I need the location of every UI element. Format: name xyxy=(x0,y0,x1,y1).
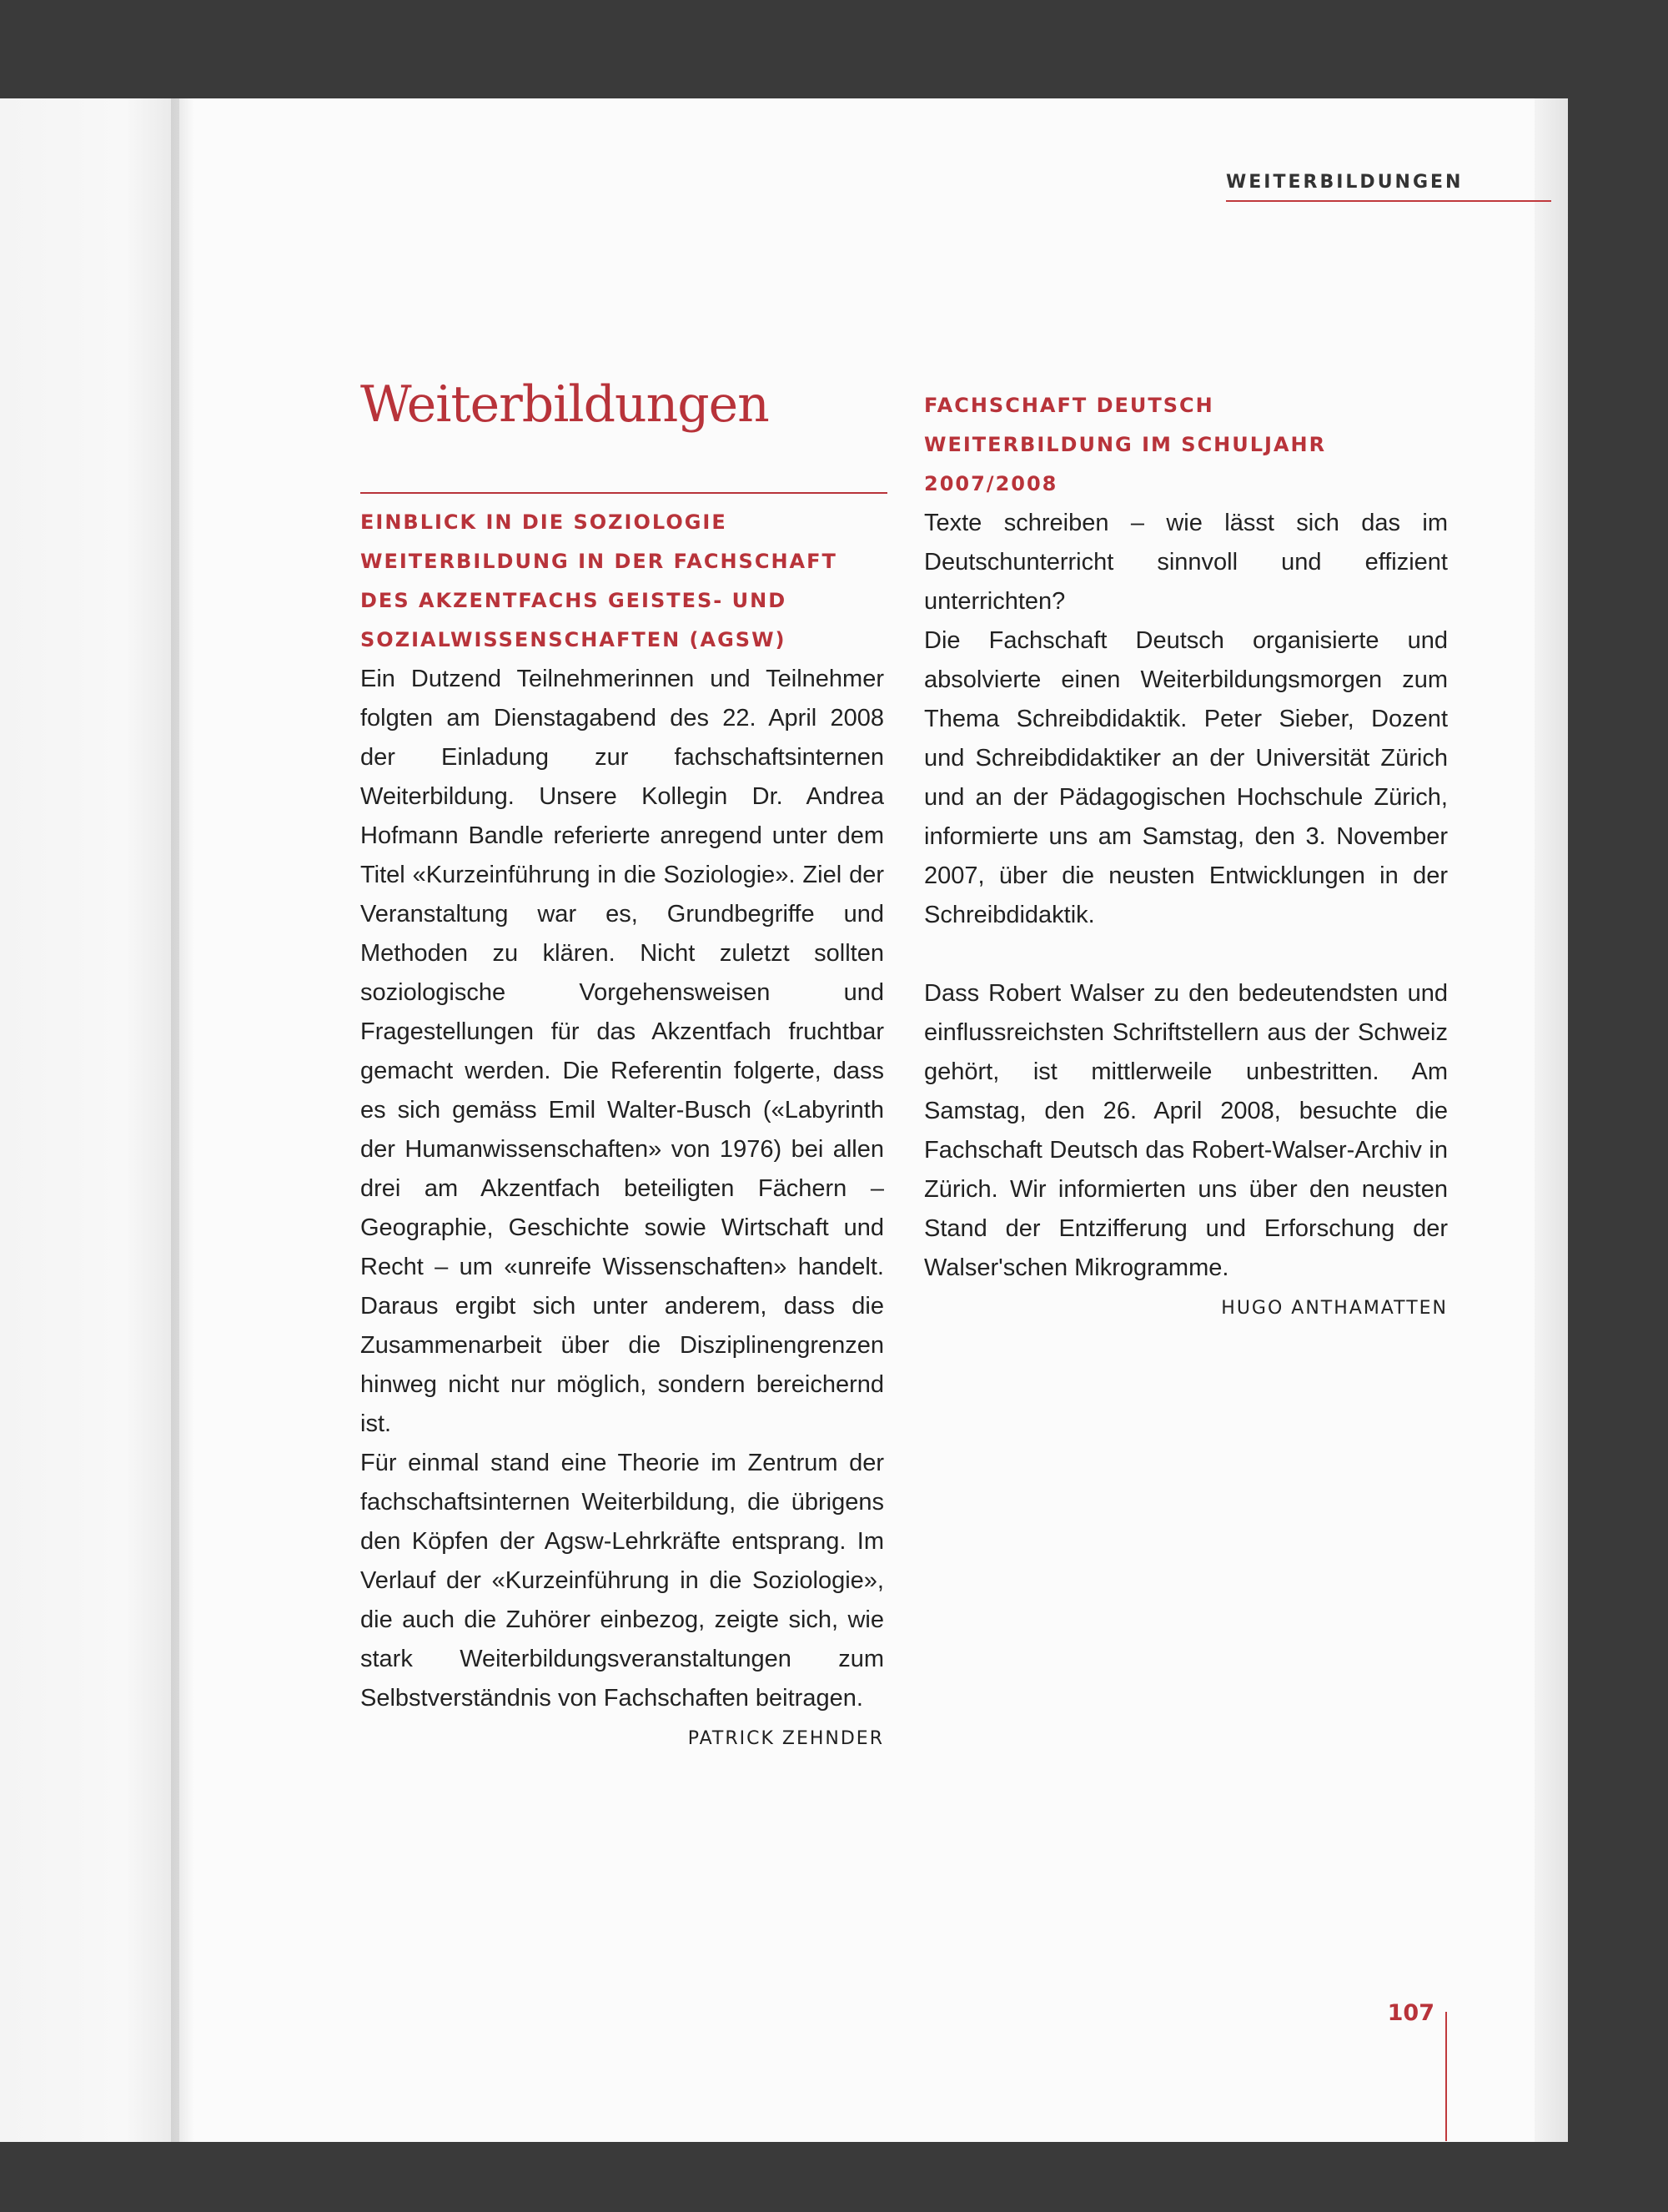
right-article-paragraph: Dass Robert Walser zu den bedeutendsten und einflussreichsten Schriftstellern aus der Schweiz gehört, ist mittlerweile unbestritten. Am Samstag, den 26. April 2008, besuchte die Fachschaft Deutsch das Robert-Walser-Archiv in Zürich. Wir informierten uns über den neusten Stand der Entzifferung und Erforschung der Walser'schen Mikrogramme. xyxy=(924,980,1448,1281)
right-article-paragraph: Texte schreiben – wie lässt sich das im Deutschunterricht sinnvoll und effizient unterrichten? xyxy=(924,510,1448,615)
page-number-rule xyxy=(1445,2012,1447,2141)
page-number: 107 xyxy=(1387,2000,1434,2026)
left-column xyxy=(360,503,884,1760)
right-article-paragraph: Die Fachschaft Deutsch organisierte und absolvierte einen Weiterbildungsmorgen zum Thema Schreibdidaktik. Peter Sieber, Dozent und Schreibdidaktiker an der Universität Zürich und an der Pädagogischen Hochschule Zürich, informierte uns am Samstag, den 3. November 2007, über die neusten Entwicklungen in der Schreibdidaktik. xyxy=(924,627,1448,928)
running-head: WEITERBILDUNGEN xyxy=(1226,172,1464,193)
right-article-title-line: 2007/2008 xyxy=(924,472,1058,495)
left-article-paragraph: Für einmal stand eine Theorie im Zentrum der fachschaftsinternen Weiterbildung, die übrigens den Köpfen der Agsw-Lehrkräfte entsprang. Im Verlauf der «Kurzeinführung in die Soziologie», die auch die Zuhörer einbezog, zeigte sich, wie stark Weiterbildungsveranstaltungen zum Selbstverständnis von Fachschaften beitragen. xyxy=(360,1450,884,1712)
left-article-title-line: EINBLICK IN DIE SOZIOLOGIE xyxy=(360,510,727,534)
left-article-paragraph: Ein Dutzend Teilnehmerinnen und Teilnehmer folgten am Dienstagabend des 22. April 2008 der Einladung zur fachschaftsinternen Weiterbildung. Unsere Kollegin Dr. Andrea Hofmann Bandle referierte anregend unter dem Titel «Kurzeinführung in die Soziologie». Ziel der Veranstaltung war es, Grundbegriffe und Methoden zu klären. Nicht zuletzt sollten soziologische Vorgehensweisen und Fragestellungen für das Akzentfach fruchtbar gemacht werden. Die Referentin folgerte, dass es sich gemäss Emil Walter-Busch («Labyrinth der Humanwissenschaften» von 1976) bei allen drei am Akzentfach beteiligten Fächern – Geographie, Geschichte sowie Wirtschaft und Recht – um «unreife Wissenschaften» handelt. Daraus ergibt sich unter anderem, dass die Zusammenarbeit über die Disziplinengrenzen hinweg nicht nur möglich, sondern bereichernd ist. xyxy=(360,666,884,1437)
left-article-title-line: WEITERBILDUNG IN DER FACHSCHAFT xyxy=(360,550,837,573)
page-title: Weiterbildungen xyxy=(360,375,769,434)
running-head-rule xyxy=(1226,200,1551,202)
right-article-title-line: FACHSCHAFT DEUTSCH xyxy=(924,394,1214,417)
heading-rule xyxy=(360,492,887,494)
previous-page-edge xyxy=(0,98,179,2142)
spine-shadow xyxy=(171,98,194,2142)
left-article-title-line: SOZIALWISSENSCHAFTEN (AGSW) xyxy=(360,628,786,651)
left-article-author: PATRICK ZEHNDER xyxy=(687,1728,884,1749)
page-right-edge xyxy=(1535,98,1568,2142)
left-article-title-line: DES AKZENTFACHS GEISTES- UND xyxy=(360,589,787,612)
right-article-title-line: WEITERBILDUNG IM SCHULJAHR xyxy=(924,433,1327,456)
right-article-author: HUGO ANTHAMATTEN xyxy=(1221,1298,1448,1319)
right-column xyxy=(924,386,1448,1330)
